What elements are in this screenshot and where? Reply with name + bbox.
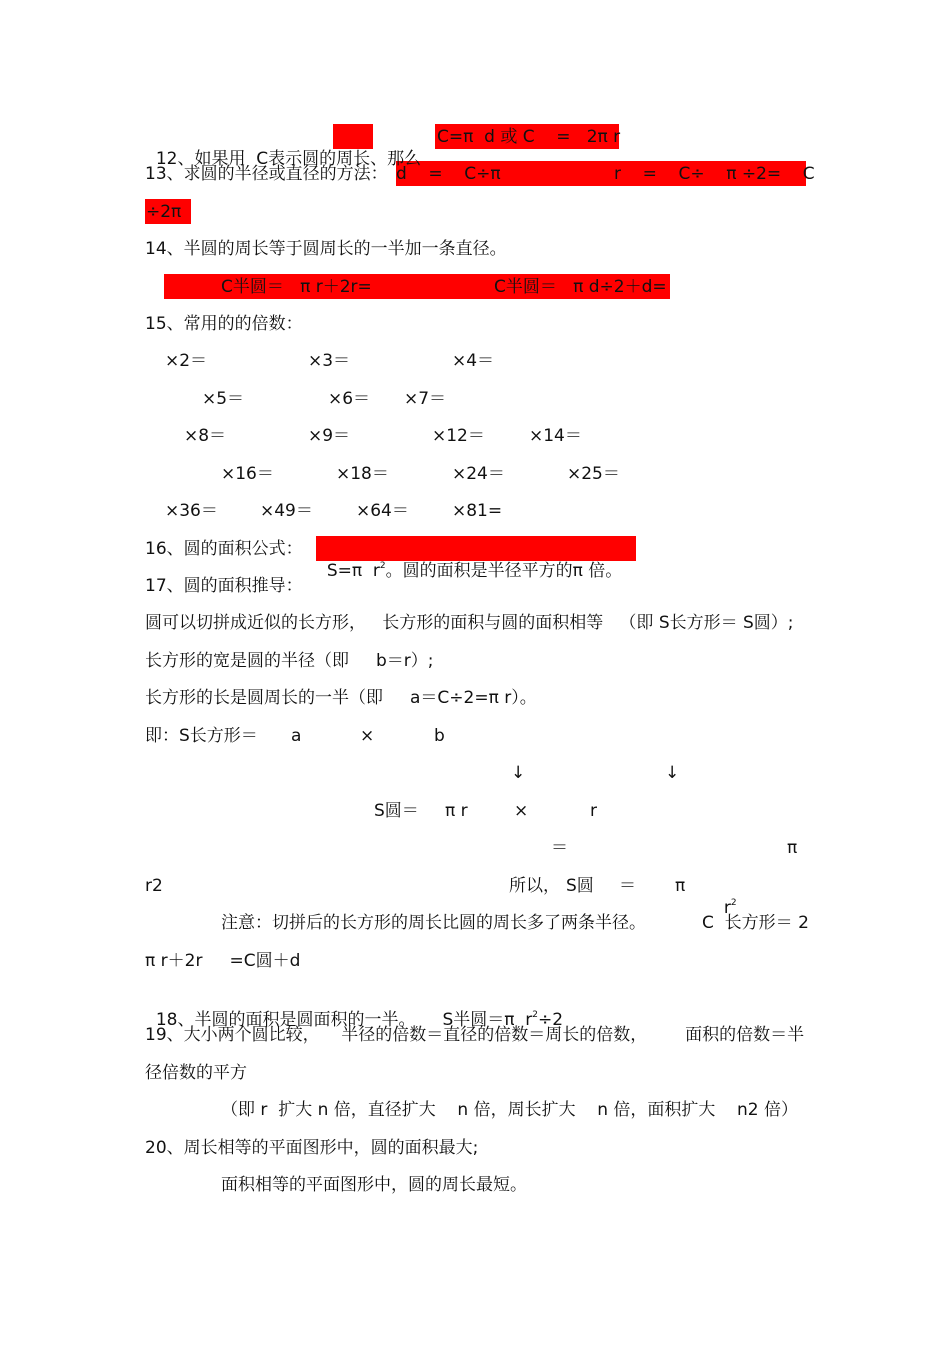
line-12-perimeter: 周长 (336, 149, 371, 169)
derivation-pi-2: π (675, 876, 686, 896)
line-16: 16、圆的面积公式： (145, 539, 303, 559)
multiple-6: ×6＝ (328, 389, 371, 409)
line-12-formula: C=π d 或 C = 2π r (437, 127, 621, 147)
line-13-formula-r: r = C÷ π ÷2= C (614, 164, 815, 184)
multiple-81: ×81= (452, 501, 503, 521)
derivation-r-base: r (723, 898, 731, 918)
line-19-example: （即 r 扩大 n 倍，直径扩大 n 倍，周长扩大 n 倍，面积扩大 n2 倍） (221, 1100, 798, 1120)
derivation-equals: ＝ (551, 838, 568, 858)
line-16-formula (316, 538, 622, 582)
multiple-36: ×36＝ (165, 501, 218, 521)
multiple-7: ×7＝ (404, 389, 447, 409)
derivation-r2: r2 (145, 876, 163, 896)
arrow-down-icon: ↓ (511, 763, 526, 783)
line-13-formula-cont: ÷2π (146, 202, 182, 222)
paragraph-2: 长方形的宽是圆的半径（即 b＝r）; (145, 651, 434, 671)
derivation-times-2: × (514, 801, 529, 821)
multiple-5: ×5＝ (202, 389, 245, 409)
line-13: 13、求圆的半径或直径的方法： (145, 164, 388, 184)
line-13-formula-d: d = C÷π (396, 164, 501, 184)
multiple-25: ×25＝ (567, 464, 620, 484)
line-15: 15、常用的的倍数： (145, 314, 303, 334)
derivation-pi: π (787, 838, 798, 858)
area-description: 。圆的面积是半径平方的π 倍。 (385, 561, 623, 581)
line-14-formula-d: C半圆＝ π d÷2＋d= (494, 277, 667, 297)
derivation-therefore: 所以， (509, 876, 560, 896)
line-19-cont: 径倍数的平方 (145, 1063, 247, 1083)
note-line-1: 注意：切拼后的长方形的周长比圆的周长多了两条半径。 (221, 913, 646, 933)
area-exponent: 2 (379, 561, 386, 571)
line-12-text: 12、如果用 C表示圆的 (155, 149, 337, 169)
derivation-exponent: 2 (730, 898, 737, 908)
line-14: 14、半圆的周长等于圆周长的一半加一条直径。 (145, 239, 507, 259)
multiple-3: ×3＝ (308, 351, 351, 371)
multiple-64: ×64＝ (356, 501, 409, 521)
derivation-pi-r: π r (445, 801, 468, 821)
line-18-exponent: 2 (532, 1010, 539, 1020)
multiple-18: ×18＝ (336, 464, 389, 484)
derivation-r: r (590, 801, 597, 821)
line-18-divide: ÷2 (538, 1010, 564, 1030)
derivation-rect-area: 即：S长方形＝ (145, 726, 258, 746)
line-20: 20、周长相等的平面图形中，圆的面积最大; (145, 1138, 479, 1158)
multiple-8: ×8＝ (184, 426, 227, 446)
multiple-14: ×14＝ (529, 426, 582, 446)
line-14-formula-r: C半圆＝ π r＋2r= (221, 277, 372, 297)
derivation-circle-area: S圆＝ (374, 801, 419, 821)
derivation-b: b (434, 726, 445, 746)
paragraph-3: 长方形的长是圆周长的一半（即 a＝C÷2=π r）。 (145, 688, 537, 708)
area-formula: S=π r (326, 561, 380, 581)
note-rect-perimeter: C 长方形＝ 2 (702, 913, 809, 933)
line-17: 17、圆的面积推导： (145, 576, 303, 596)
multiple-24: ×24＝ (452, 464, 505, 484)
multiple-4: ×4＝ (452, 351, 495, 371)
derivation-times: × (360, 726, 375, 746)
multiple-16: ×16＝ (221, 464, 274, 484)
paragraph-1: 圆可以切拼成近似的长方形， 长方形的面积与圆的面积相等 （即 S长方形＝ S圆）; (145, 613, 794, 633)
line-12-then: 、那么 (370, 149, 432, 169)
line-18-text: 18、半圆的面积是圆面积的一半。 S半圆＝π r (155, 1010, 533, 1030)
line-19: 19、大小两个圆比较， 半径的倍数＝直径的倍数＝周长的倍数， 面积的倍数＝半 (145, 1025, 805, 1045)
multiple-9: ×9＝ (308, 426, 351, 446)
arrow-down-icon: ↓ (665, 763, 680, 783)
multiple-2: ×2＝ (165, 351, 208, 371)
derivation-a: a (291, 726, 302, 746)
derivation-equals-2: ＝ (619, 876, 636, 896)
note-line-2: π r＋2r =C圆＋d (145, 951, 301, 971)
multiple-12: ×12＝ (432, 426, 485, 446)
line-20-cont: 面积相等的平面图形中，圆的周长最短。 (221, 1175, 527, 1195)
multiple-49: ×49＝ (260, 501, 313, 521)
derivation-s-circle: S圆 (566, 876, 594, 896)
